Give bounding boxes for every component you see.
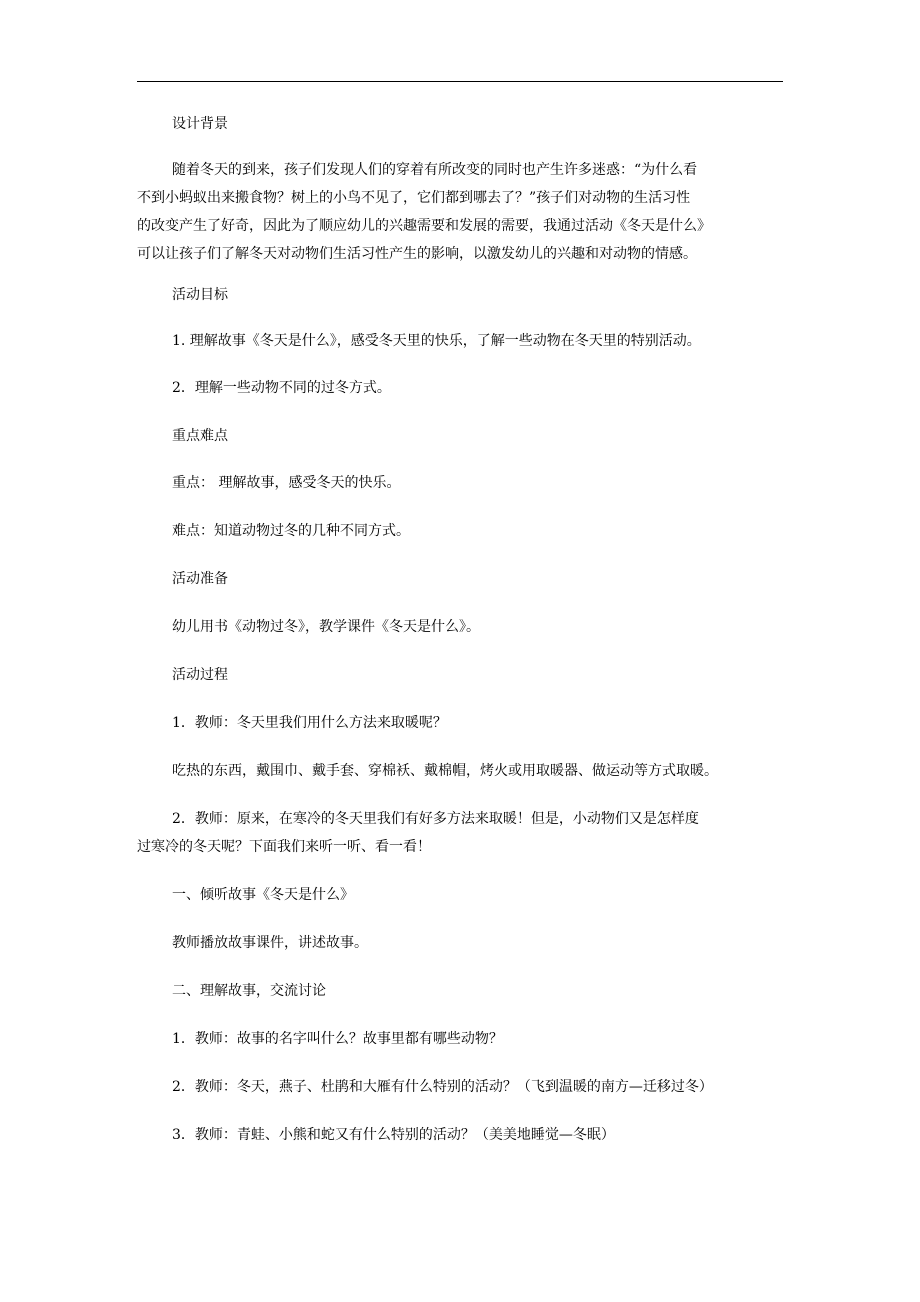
part1-text: 教师播放故事课件，讲述故事。 (172, 935, 368, 951)
heading-key-points: 重点难点 (172, 428, 228, 444)
question-2: 2．教师：冬天，燕子、杜鹃和大雁有什么特别的活动？（飞到温暖的南方—迁移过冬） (172, 1079, 713, 1095)
process-step-1-answer: 吃热的东西，戴围巾、戴手套、穿棉袄、戴棉帽，烤火或用取暖器、做运动等方式取暖。 (172, 763, 718, 779)
goal-item-1: 1. 理解故事《冬天是什么》，感受冬天里的快乐，了解一些动物在冬天里的特别活动。 (172, 333, 701, 349)
part2-title: 二、理解故事，交流讨论 (172, 983, 326, 999)
heading-design-background: 设计背景 (172, 116, 228, 132)
background-line-3: 的改变产生了好奇，因此为了顺应幼儿的兴趣需要和发展的需要，我通过活动《冬天是什么》 (137, 218, 711, 234)
preparation-text: 幼儿用书《动物过冬》，教学课件《冬天是什么》。 (172, 619, 480, 635)
background-line-2: 不到小蚂蚁出来搬食物？树上的小鸟不见了，它们都到哪去了？”孩子们对动物的生活习性 (137, 190, 691, 206)
part1-title: 一、倾听故事《冬天是什么》 (172, 887, 354, 903)
paragraph-process-step-2 (137, 805, 783, 861)
goal-item-2: 2．理解一些动物不同的过冬方式。 (172, 380, 391, 396)
question-1: 1．教师：故事的名字叫什么？故事里都有哪些动物？ (172, 1031, 503, 1047)
step2-line-1: 2．教师：原来，在寒冷的冬天里我们有好多方法来取暖！但是，小动物们又是怎样度 (172, 811, 699, 827)
step2-line-2: 过寒冷的冬天呢？下面我们来听一听、看一看！ (137, 839, 431, 855)
process-step-1: 1．教师：冬天里我们用什么方法来取暖呢？ (172, 715, 447, 731)
header-rule (137, 81, 783, 82)
heading-preparation: 活动准备 (172, 571, 228, 587)
heading-process: 活动过程 (172, 667, 228, 683)
background-line-1: 随着冬天的到来，孩子们发现人们的穿着有所改变的同时也产生许多迷惑：“为什么看 (172, 162, 698, 178)
key-point-focus: 重点： 理解故事，感受冬天的快乐。 (172, 475, 401, 491)
question-3: 3．教师：青蛙、小熊和蛇又有什么特别的活动？（美美地睡觉—冬眠） (172, 1127, 615, 1143)
background-line-4: 可以让孩子们了解冬天对动物们生活习性产生的影响，以激发幼儿的兴趣和对动物的情感。 (137, 246, 697, 262)
key-point-difficulty: 难点：知道动物过冬的几种不同方式。 (172, 523, 410, 539)
heading-activity-goals: 活动目标 (172, 287, 228, 303)
paragraph-design-background (137, 156, 783, 268)
